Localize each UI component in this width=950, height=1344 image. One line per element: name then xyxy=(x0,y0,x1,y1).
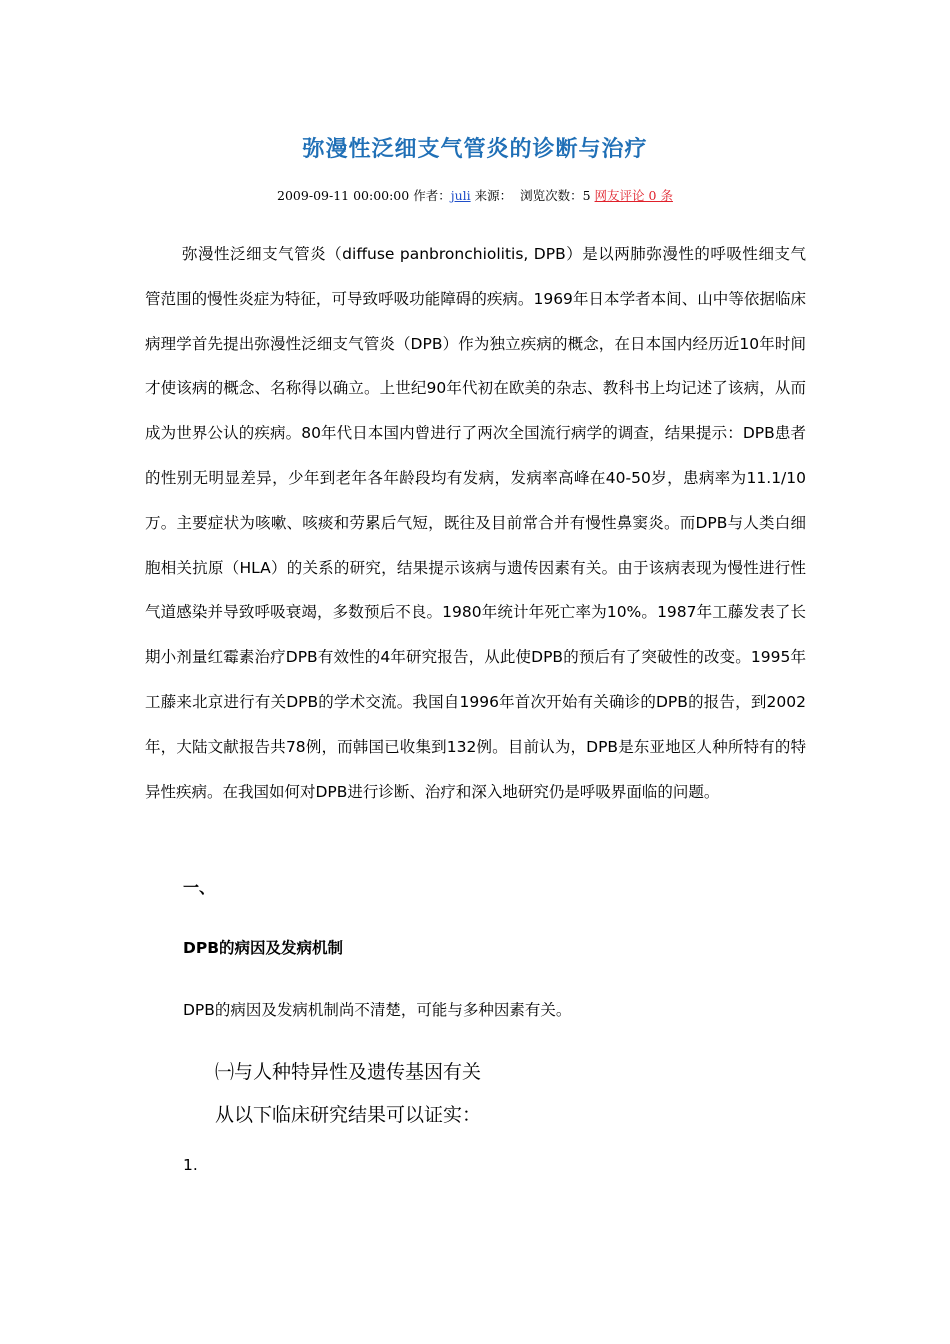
author-link[interactable]: juli xyxy=(450,188,471,203)
section-heading: DPB的病因及发病机制 xyxy=(183,939,344,957)
section-intro: DPB的病因及发病机制尚不清楚，可能与多种因素有关。 xyxy=(183,1001,572,1019)
intro-paragraph: 弥漫性泛细支气管炎（diffuse panbronchiolitis, DPB）是以两肺弥漫性的呼吸性细支气管范围的慢性炎症为特征，可导致呼吸功能障碍的疾病。1969年日本学者本间、山中等依据临床病理学首先提出弥漫性泛细支气管炎（DPB）作为独立疾病的概念，在日本国内经历近10年时间才使该病的概念、名称得以确立。上世纪90年代初在欧美的杂志、教科书上均记述了该病，从而成为世界公认的疾病。80年代日本国内曾进行了两次全国流行病学的调查，结果提示：DPB患者的性别无明显差异，少年到老年各年龄段均有发病，发病率高峰在40-50岁，患病率为11.1/10万。主要症状为咳嗽、咳痰和劳累后气短，既往及目前常合并有慢性鼻窦炎。而DPB与人类白细胞相关抗原（HLA）的关系的研究，结果提示该病与遗传因素有关。由于该病表现为慢性进行性气道感染并导致呼吸衰竭，多数预后不良。1980年统计年死亡率为10%。1987年工藤发表了长期小剂量红霉素治疗DPB有效性的4年研究报告，从此使DPB的预后有了突破性的改变。1995年工藤来北京进行有关DPB的学术交流。我国自1996年首次开始有关确诊的DPB的报告，到2002年，大陆文献报告共78例，而韩国已收集到132例。目前认为，DPB是东亚地区人种所特有的特异性疾病。在我国如何对DPB进行诊断、治疗和深入地研究仍是呼吸界面临的问题。 xyxy=(145,245,806,801)
article-body xyxy=(145,232,806,814)
views-label: 浏览次数： xyxy=(520,188,583,203)
comments-link[interactable]: 网友评论 0 条 xyxy=(594,188,673,203)
subsection-heading: ㈠与人种特异性及遗传基因有关 xyxy=(215,1061,482,1083)
publish-datetime: 2009-09-11 00:00:00 xyxy=(277,188,410,203)
subsection-intro: 从以下临床研究结果可以证实： xyxy=(215,1104,482,1126)
article-title: 弥漫性泛细支气管炎的诊断与治疗 xyxy=(302,137,648,162)
section-number: 一、 xyxy=(183,878,216,897)
views-count: 5 xyxy=(582,188,591,203)
source-label: 来源： xyxy=(474,188,513,203)
article-meta xyxy=(0,186,950,204)
list-marker: 1. xyxy=(183,1156,198,1174)
author-label: 作者： xyxy=(413,188,451,203)
